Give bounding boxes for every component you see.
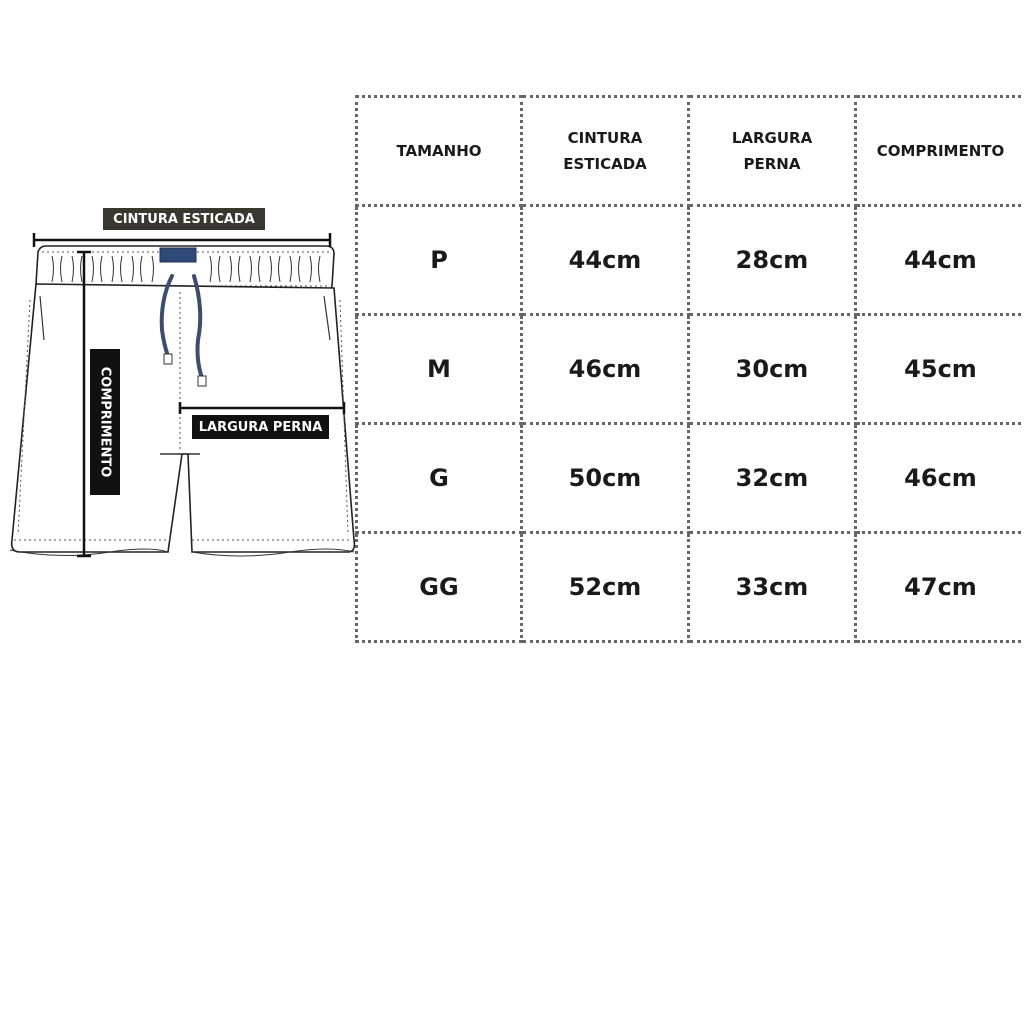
header-leg-line2: PERNA <box>743 155 801 173</box>
cell-size: G <box>357 424 522 533</box>
table-header-row <box>357 97 1024 206</box>
cell-length: 44cm <box>856 206 1024 315</box>
cell-waist: 52cm <box>522 533 689 642</box>
length-measure-text: COMPRIMENTO <box>97 366 113 478</box>
cell-leg-width: 32cm <box>689 424 856 533</box>
size-table <box>355 95 1024 643</box>
header-size <box>357 97 522 206</box>
header-waist-line2: ESTICADA <box>563 155 647 173</box>
header-leg-width <box>689 97 856 206</box>
cell-size: M <box>357 315 522 424</box>
header-waist <box>522 97 689 206</box>
cell-size: P <box>357 206 522 315</box>
table-row <box>357 206 1024 315</box>
cell-length: 47cm <box>856 533 1024 642</box>
cell-leg-width: 33cm <box>689 533 856 642</box>
length-measure-label <box>90 349 120 495</box>
cell-waist: 44cm <box>522 206 689 315</box>
table-row <box>357 424 1024 533</box>
cell-waist: 50cm <box>522 424 689 533</box>
cell-leg-width: 30cm <box>689 315 856 424</box>
header-length-text: COMPRIMENTO <box>876 141 1005 160</box>
shorts-illustration <box>0 200 360 580</box>
table-row <box>357 315 1024 424</box>
cell-leg-width: 28cm <box>689 206 856 315</box>
cell-size: GG <box>357 533 522 642</box>
waist-measure-label <box>103 208 265 230</box>
header-leg-line1: LARGURA <box>731 128 813 147</box>
cell-length: 46cm <box>856 424 1024 533</box>
waist-measure-text: CINTURA ESTICADA <box>113 211 255 227</box>
leg-width-measure-label <box>192 415 329 439</box>
header-waist-line1: CINTURA <box>567 128 643 147</box>
cell-length: 45cm <box>856 315 1024 424</box>
table-row <box>357 533 1024 642</box>
header-length <box>856 97 1024 206</box>
shorts-drawing <box>0 200 360 580</box>
cell-waist: 46cm <box>522 315 689 424</box>
leg-width-measure-text: LARGURA PERNA <box>198 419 323 435</box>
header-size-text: TAMANHO <box>396 141 482 160</box>
